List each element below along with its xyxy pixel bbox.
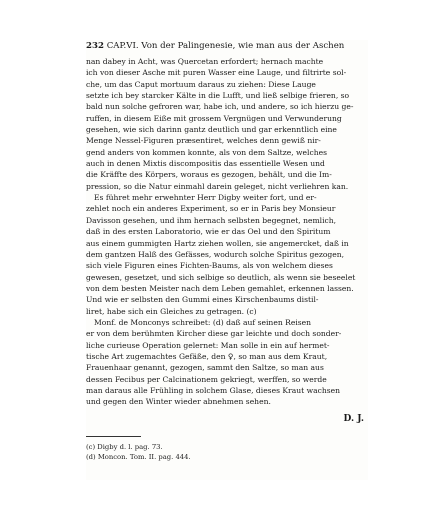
text-line: auch in denen Mixtis discompositis das essentielle Wesen und bbox=[86, 159, 325, 169]
body-text bbox=[86, 56, 368, 408]
page-header bbox=[86, 40, 368, 53]
footnotes bbox=[86, 442, 368, 462]
text-line: ruffen, in diesem Eiße mit grossem Vergnügen und Verwunderung bbox=[86, 113, 342, 123]
running-head: CAP.VI. Von der Palingenesie, wie man aus der Aschen bbox=[106, 41, 345, 51]
text-line: gewesen, gesetzet, und sich selbige so deutlich, als wenn sie beseelet bbox=[86, 272, 356, 282]
catchword: D. J. bbox=[343, 414, 364, 424]
book-page bbox=[86, 40, 368, 480]
text-line: Frauenhaar genannt, gezogen, sammt den Saltze, so man aus bbox=[86, 363, 324, 373]
text-line: dessen Fecibus per Calcinationem gekriegt, werffen, so werde bbox=[86, 374, 327, 384]
text-line: bald nun solche gefroren war, habe ich, und andere, so ich hierzu ge- bbox=[86, 102, 354, 112]
text-line: Menge Nessel-Figuren præsentiret, welches denn gewiß nir- bbox=[86, 136, 321, 146]
text-line: Monf. de Monconys schreibet: (d) daß auf seinen Reisen bbox=[94, 317, 312, 327]
text-line: zehlet noch ein anderes Experiment, so er in Paris bey Monsieur bbox=[86, 204, 336, 214]
text-line: Davisson gesehen, und ihm hernach selbsten begegnet, nemlich, bbox=[86, 215, 337, 225]
footnote: (d) Moncon. Tom. II. pag. 444. bbox=[86, 453, 191, 461]
text-line: che, um das Caput mortuum daraus zu ziehen: Diese Lauge bbox=[86, 79, 316, 89]
text-line: gesehen, wie sich darinn gantz deutlich und gar erkenntlich eine bbox=[86, 125, 337, 135]
text-line: von dem besten Meister nach dem Leben gemahlet, erkennen lassen. bbox=[86, 283, 354, 293]
text-line: aus einem gummigten Hartz ziehen wollen, sie angemercket, daß in bbox=[86, 238, 349, 248]
footnote: (c) Digby d. l. pag. 73. bbox=[86, 443, 163, 451]
text-line: pression, so die Natur einmahl darein geleget, nicht verliehren kan. bbox=[86, 181, 349, 191]
text-line: Und wie er selbsten den Gummi eines Kirschenbaums distil- bbox=[86, 295, 319, 305]
text-line: daß in des ersten Laboratorio, wie er das Oel und den Spiritum bbox=[86, 227, 331, 237]
text-line: dem gantzen Halß des Gefässes, wodurch solche Spiritus gezogen, bbox=[86, 249, 345, 259]
page-number: 232 bbox=[86, 41, 104, 51]
text-line: liche curieuse Operation gelernet: Man solle in ein auf hermet- bbox=[86, 340, 330, 350]
text-line: nan dabey in Acht, was Quercetan erfordert; hernach machte bbox=[86, 57, 324, 66]
text-line: er von dem berühmten Kircher diese gar leichte und doch sonder- bbox=[86, 329, 342, 339]
text-line: man daraus alle Frühling in solchem Glase, dieses Kraut wachsen bbox=[86, 385, 341, 395]
text-line: liret, habe sich ein Gleiches zu getragen. (c) bbox=[86, 306, 257, 316]
text-line: die Kräffte des Körpers, woraus es gezogen, behält, und die Im- bbox=[86, 170, 332, 180]
text-line: sich viele Figuren eines Fichten-Baums, als von welchem dieses bbox=[86, 261, 333, 271]
text-line: setzte ich bey starcker Kälte in die Lufft, und ließ selbige frieren, so bbox=[86, 91, 350, 101]
footnote-divider bbox=[86, 436, 141, 437]
text-line: gend anders von kommen konnte, als von dem Saltze, welches bbox=[86, 147, 327, 157]
text-line: ich von dieser Asche mit puren Wasser eine Lauge, und filtrirte sol- bbox=[86, 68, 347, 78]
text-line: Es führet mehr erwehnter Herr Digby weiter fort, und er- bbox=[94, 193, 317, 203]
text-line: und gegen den Winter wieder abnehmen sehen. bbox=[86, 397, 271, 407]
text-line: tische Art zugemachtes Gefäße, den ♀, so man aus dem Kraut, bbox=[86, 351, 328, 361]
